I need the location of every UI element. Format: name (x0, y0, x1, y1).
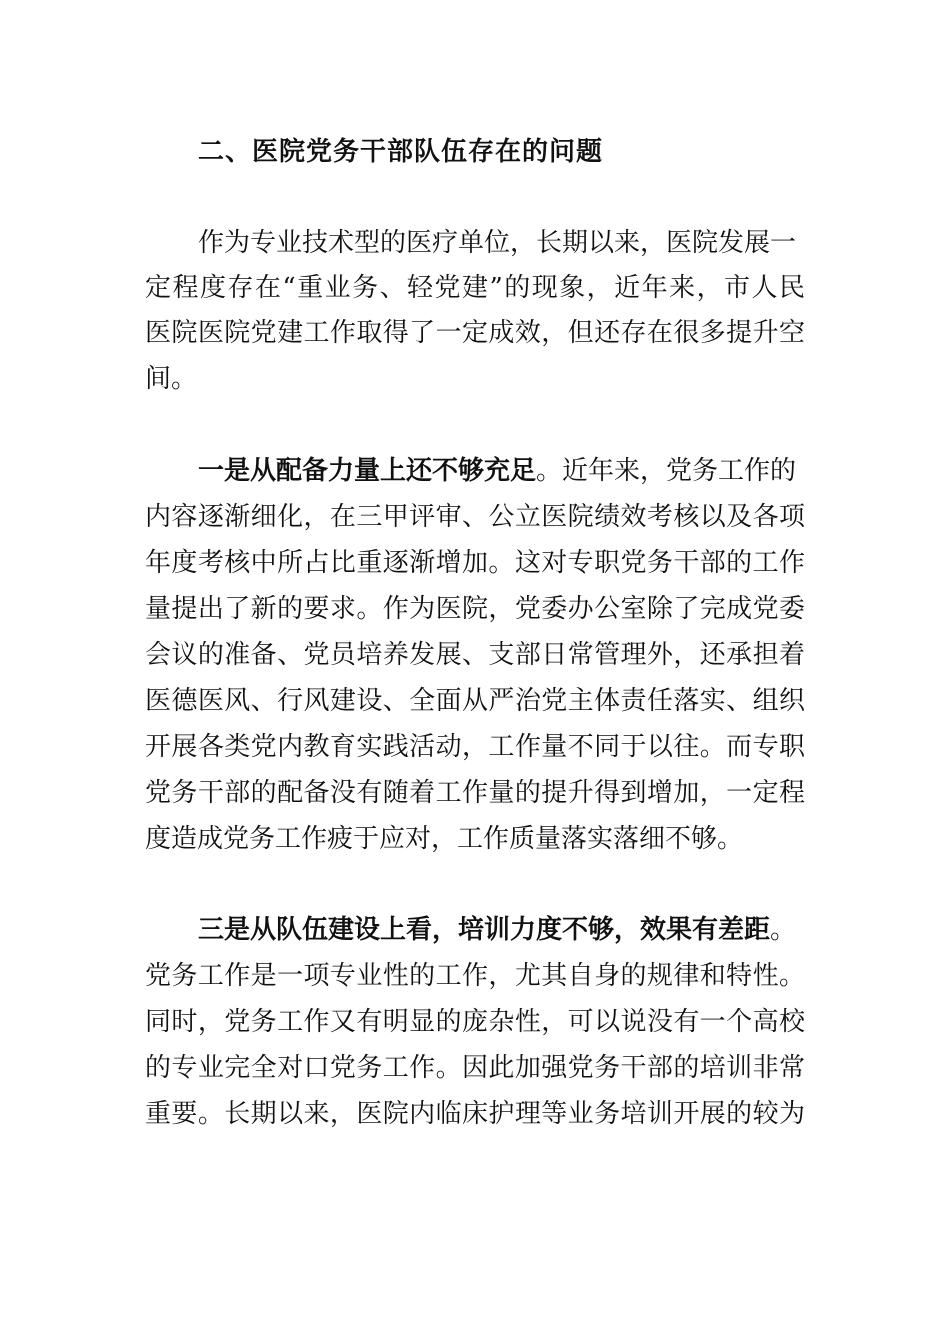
paragraph-2-line: 量提出了新的要求。作为医院，党委办公室除了完成党委 (145, 594, 805, 624)
paragraph-2-line: 年度考核中所占比重逐渐增加。这对专职党务干部的工作 (145, 548, 805, 578)
paragraph-2-line: 医德医风、行风建设、全面从严治党主体责任落实、组织 (145, 686, 805, 716)
paragraph-1-line: 医院医院党建工作取得了一定成效，但还存在很多提升空 (145, 318, 805, 348)
paragraph-2-lead (198, 451, 797, 491)
paragraph-3-line: 重要。长期以来，医院内临床护理等业务培训开展的较为 (145, 1099, 805, 1129)
paragraph-3-line: 党务工作是一项专业性的工作，尤其自身的规律和特性。 (145, 961, 805, 991)
section-heading: 二、医院党务干部队伍存在的问题 (198, 137, 604, 167)
paragraph-2-line: 开展各类党内教育实践活动，工作量不同于以往。而专职 (145, 732, 805, 762)
paragraph-2-lead-rest: 。近年来，党务工作的 (536, 456, 797, 486)
paragraph-3-lead-bold: 三是从队伍建设上看，培训力度不够，效果有差距 (198, 915, 771, 945)
paragraph-3-lead (198, 910, 797, 950)
paragraph-3-line: 同时，党务工作又有明显的庞杂性，可以说没有一个高校 (145, 1007, 805, 1037)
paragraph-2-line: 内容逐渐细化，在三甲评审、公立医院绩效考核以及各项 (145, 502, 805, 532)
paragraph-2-line: 党务干部的配备没有随着工作量的提升得到增加，一定程 (145, 778, 805, 808)
paragraph-1-line: 间。 (145, 364, 198, 394)
paragraph-3-line: 的专业完全对口党务工作。因此加强党务干部的培训非常 (145, 1053, 805, 1083)
paragraph-2-lead-bold: 一是从配备力量上还不够充足 (198, 456, 537, 486)
paragraph-2-line: 度造成党务工作疲于应对，工作质量落实落细不够。 (145, 824, 744, 854)
paragraph-1-line: 定程度存在“重业务、轻党建”的现象，近年来，市人民 (145, 273, 805, 303)
paragraph-2-line: 会议的准备、党员培养发展、支部日常管理外，还承担着 (145, 640, 805, 670)
paragraph-3-lead-rest: 。 (770, 915, 797, 945)
paragraph-1-line: 作为专业技术型的医疗单位，长期以来，医院发展一 (198, 228, 797, 258)
